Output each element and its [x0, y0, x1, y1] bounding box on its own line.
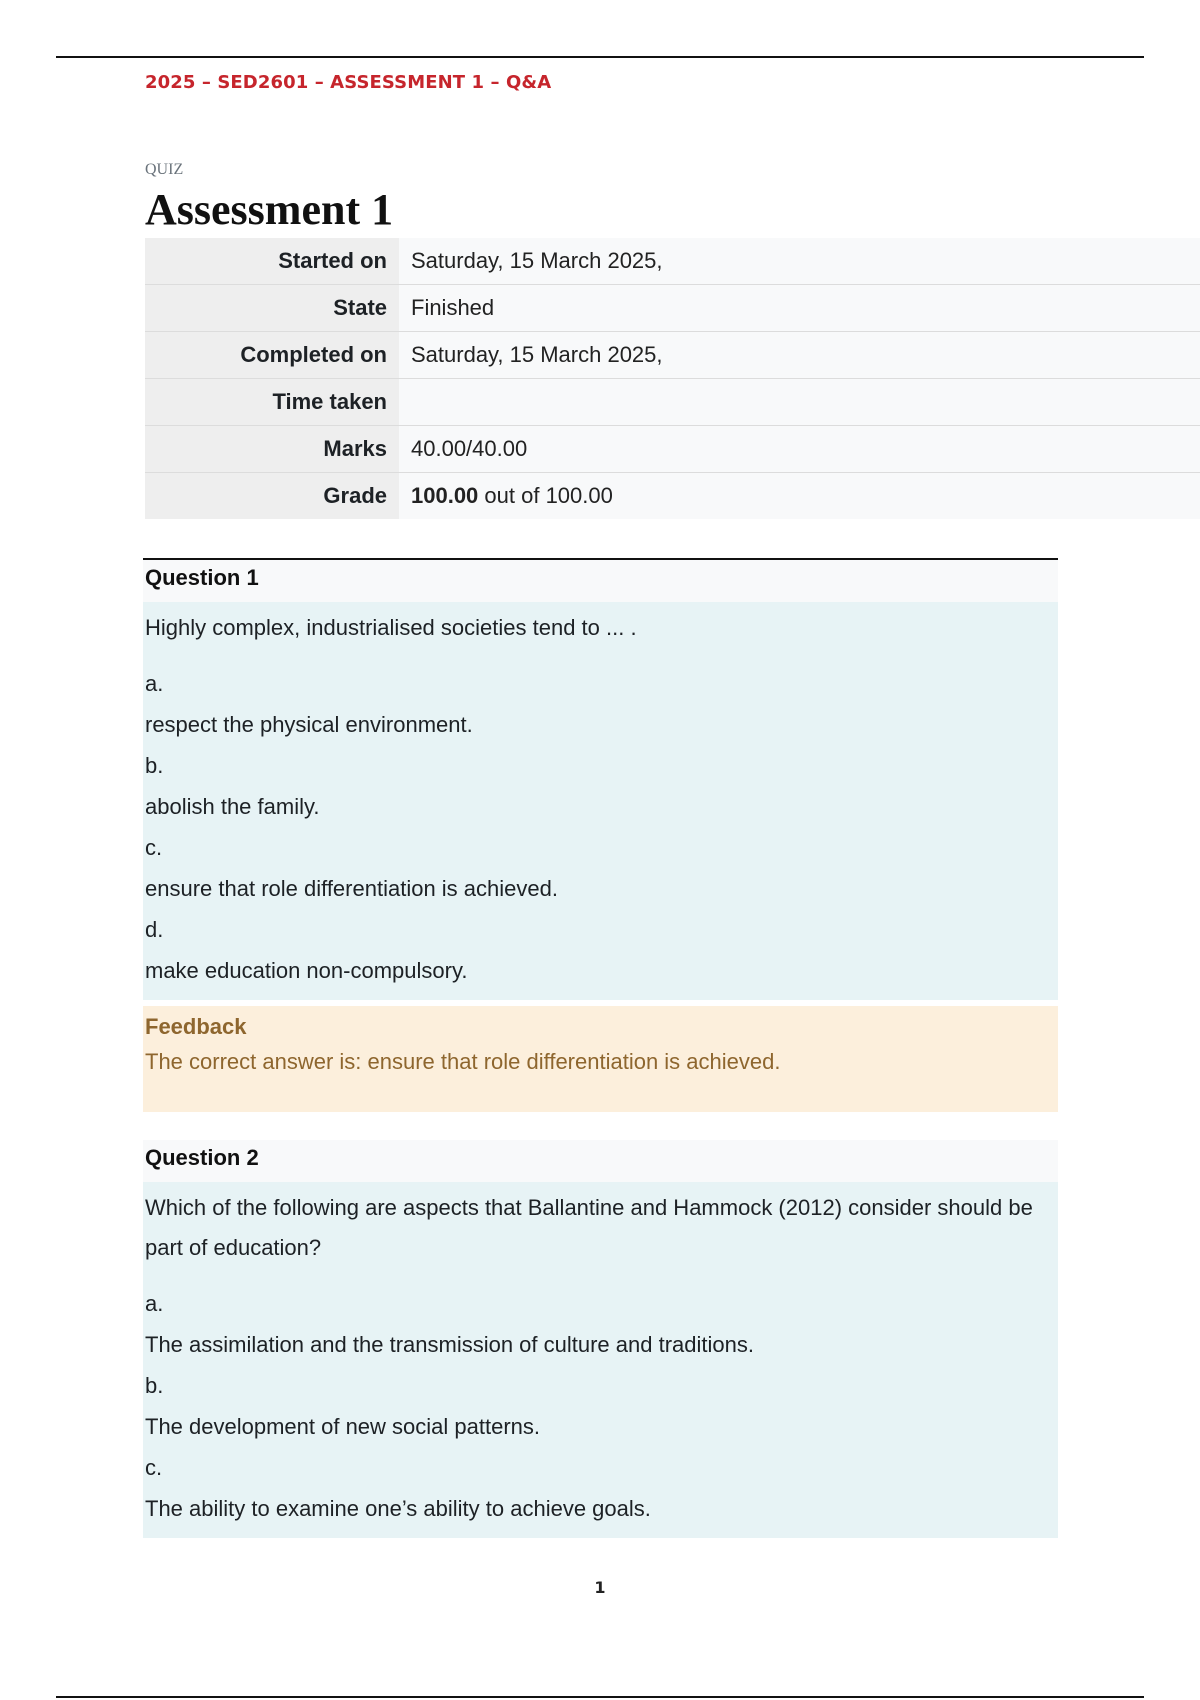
option-text: The assimilation and the transmission of culture and traditions.	[145, 1332, 754, 1357]
question-heading: Question 2	[143, 1140, 1058, 1182]
question-body	[143, 602, 1058, 1000]
summary-value	[399, 473, 1200, 520]
attempt-summary-table	[145, 238, 1200, 519]
summary-label: Grade	[145, 473, 399, 520]
summary-row-time-taken	[145, 379, 1200, 426]
page-title: Assessment 1	[145, 185, 394, 234]
option-text: abolish the family.	[145, 794, 320, 819]
summary-row-state	[145, 285, 1200, 332]
feedback-title: Feedback	[145, 1014, 247, 1039]
feedback-box	[143, 1006, 1058, 1112]
summary-value	[399, 379, 1200, 426]
summary-label: Time taken	[145, 379, 399, 426]
option-text: make education non-compulsory.	[145, 958, 468, 983]
summary-row-completed	[145, 332, 1200, 379]
bottom-rule	[56, 1696, 1144, 1698]
summary-label: Marks	[145, 426, 399, 473]
summary-row-grade	[145, 473, 1200, 520]
option-text: ensure that role differentiation is achieved.	[145, 876, 558, 901]
option-text: The ability to examine one’s ability to achieve goals.	[145, 1496, 651, 1521]
summary-label: State	[145, 285, 399, 332]
feedback-text: The correct answer is: ensure that role differentiation is achieved.	[145, 1049, 781, 1074]
option-letter: c.	[145, 1455, 163, 1480]
question-1	[143, 558, 1058, 1112]
document-header: 2025 – SED2601 – ASSESSMENT 1 – Q&A	[145, 72, 552, 93]
grade-score: 100.00	[411, 483, 479, 508]
summary-row-marks	[145, 426, 1200, 473]
option-text: respect the physical environment.	[145, 712, 473, 737]
summary-row-started	[145, 238, 1200, 285]
option-letter: b.	[145, 753, 164, 778]
option-text: The development of new social patterns.	[145, 1414, 541, 1439]
question-2	[143, 1140, 1058, 1538]
page-number: 1	[594, 1578, 606, 1597]
option-letter: c.	[145, 835, 163, 860]
top-rule	[56, 56, 1144, 58]
quiz-label: QUIZ	[145, 161, 184, 178]
option-letter: b.	[145, 1373, 164, 1398]
question-text: Which of the following are aspects that Ballantine and Hammock (2012) consider should be part of education?	[145, 1195, 1033, 1260]
option-letter: a.	[145, 1291, 164, 1316]
summary-value: Saturday, 15 March 2025,	[399, 332, 1200, 379]
question-heading: Question 1	[143, 558, 1058, 602]
summary-value: Saturday, 15 March 2025,	[399, 238, 1200, 285]
option-letter: d.	[145, 917, 164, 942]
question-text: Highly complex, industrialised societies tend to ... .	[145, 615, 637, 640]
grade-out-of: out of 100.00	[478, 483, 613, 508]
summary-value: 40.00/40.00	[399, 426, 1200, 473]
question-body	[143, 1182, 1058, 1538]
summary-label: Started on	[145, 238, 399, 285]
option-letter: a.	[145, 671, 164, 696]
summary-label: Completed on	[145, 332, 399, 379]
summary-value: Finished	[399, 285, 1200, 332]
